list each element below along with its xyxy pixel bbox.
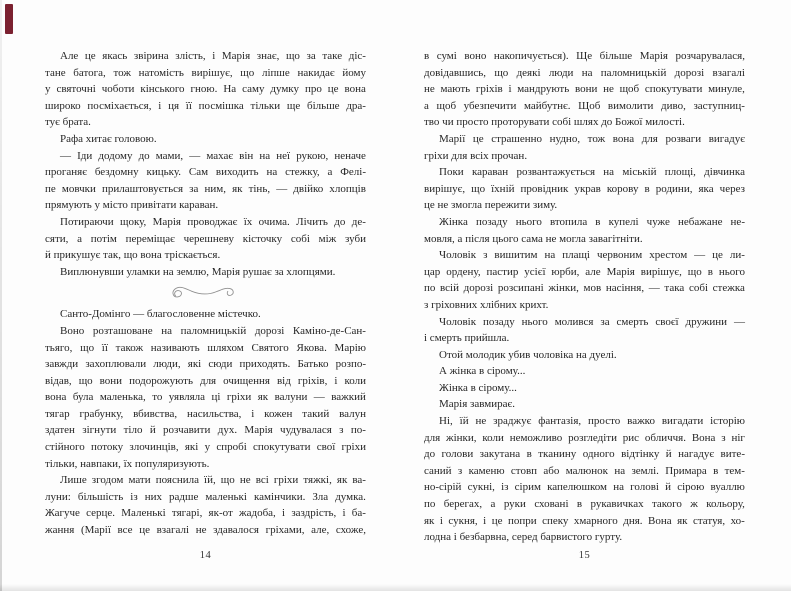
text-line: і смерть прийшла.: [424, 332, 510, 345]
text-line: тво чи просто проторувати собі шлях до Божої милості.: [424, 116, 685, 129]
flourish-icon: [170, 284, 242, 303]
paragraph: [45, 214, 366, 264]
paragraph: [424, 214, 745, 247]
text-line: Рафа хитає головою.: [60, 132, 157, 145]
text-line: Жінка в сірому...: [439, 381, 517, 394]
text-line: як і сукня, і це попри спеку хмарного дня. Вона як статуя, хо-: [424, 514, 745, 527]
text-line: жання (Марії все це взагалі не здавалося гріхами, але, схоже,: [45, 524, 366, 537]
page-number-right: 15: [578, 550, 591, 561]
text-line: пе мовчки прилаштовується за ним, як тінь, — двійко хлопців: [45, 182, 366, 195]
text-line: й прикушує так, що вона тріскається.: [45, 249, 221, 262]
text-line: а щоб убезпечити майбутнє. Щоб вимолити диво, заступниц-: [424, 99, 745, 112]
text-line: завжди захоплювали люди, які сюди приходять. Батько розпо-: [45, 358, 366, 371]
text-line: тьяго, що її також називають шляхом Святого Якова. Марію: [45, 341, 366, 354]
text-line: но-сірій сукні, із сірим капелюшком на голові й сірою вуаллю: [424, 481, 745, 494]
text-line: Потираючи щоку, Марія проводжає їх очима. Лічить до де-: [60, 215, 366, 228]
text-line: тягар грабунку, вбивства, насильства, і кожен такий валун: [45, 407, 366, 420]
left-page-text: [45, 48, 366, 539]
text-line: вирішує, що їхній провідник украв корову в родини, яка через: [424, 182, 745, 195]
paragraph: [45, 264, 366, 281]
paragraph: [424, 131, 745, 164]
text-line: широко посміхається, і ця її посмішка тільки ще більше дра-: [45, 99, 366, 112]
text-line: проганяє бездомну кицьку. Сам виходить на стежку, а Фелі-: [45, 166, 366, 179]
paragraph: [424, 164, 745, 214]
text-line: довідавшись, що деякі люди на паломницькій дорозі взагалі: [424, 66, 745, 79]
section-break-flourish: [45, 280, 366, 306]
text-line: лодна і безбарвна, серед барвистого гурту.: [424, 531, 623, 544]
text-line: тане батога, тож натомість вирішує, що ліпше накидає йому: [45, 66, 366, 79]
text-line: Поки караван розвантажується на міській площі, дівчинка: [439, 166, 745, 179]
page-number-left: 14: [199, 550, 212, 561]
text-line: прямують у місто привітати караван.: [45, 199, 219, 212]
text-line: гріхи для всіх прочан.: [424, 149, 528, 162]
text-line: цар ордену, пастир усієї юрби, але Марія вирішує, що в нього: [424, 265, 745, 278]
text-line: це не змогла пережити зиму.: [424, 199, 558, 212]
text-line: вона була маленька, то уявляла ці гріхи як валуни — важкий: [45, 391, 366, 404]
bookmark-ribbon[interactable]: [5, 4, 13, 34]
paragraph: [424, 347, 745, 364]
text-line: Але це якась звірина злість, і Марія знає, що за таке діс-: [60, 50, 366, 62]
text-line: Марія завмирає.: [439, 398, 515, 411]
text-line: в сумі воно накопичується). Ще більше Марія розчарувалася,: [424, 50, 745, 62]
paragraph: [424, 247, 745, 313]
text-line: стійного потоку злочинців, які у спробі спокутувати свої гріхи: [45, 441, 366, 454]
text-line: Чоловік з вишитим на плащі червоним хрестом — це ли-: [439, 249, 745, 262]
text-line: мовля, а після цього сама не могла завагітніти.: [424, 232, 643, 245]
paragraph: [424, 380, 745, 397]
paragraph: [424, 48, 745, 131]
text-line: Санто-Домінго — благословенне містечко.: [60, 308, 261, 321]
paragraph: [424, 314, 745, 347]
paragraph: [45, 306, 366, 323]
text-line: з гріховних хлібних крихт.: [424, 298, 549, 311]
text-line: Отой молодик убив чоловіка на дуелі.: [439, 348, 617, 361]
paragraph: [45, 472, 366, 538]
text-line: Жінка позаду нього втопила в купелі чуже небажане не-: [439, 215, 745, 228]
text-line: по всій дорозі розсипані жінки, мов насіння, — така собі стежка: [424, 282, 745, 295]
text-line: тує брата.: [45, 116, 91, 129]
text-line: Чоловік позаду нього молився за смерть своєї дружини —: [439, 315, 745, 328]
text-line: Виплюнувши уламки на землю, Марія рушає за хлопцями.: [60, 265, 336, 278]
text-line: Лише згодом мати пояснила їй, що не всі гріхи тяжкі, як ва-: [60, 474, 366, 487]
text-line: по берегах, а руки сховані в рукавичках такого ж кольору,: [424, 498, 745, 511]
text-line: Ні, їй не зраджує фантазія, просто важко вигадати історію: [439, 415, 745, 428]
paragraph: [424, 396, 745, 413]
paragraph: [45, 148, 366, 214]
text-line: Марії це страшенно нудно, тож вона для розваги вигадує: [439, 132, 745, 145]
paragraph: [424, 363, 745, 380]
text-line: сяти, а потім переміщає черешневу кісточку собі між зуби: [45, 232, 366, 245]
text-line: — Іди додому до мами, — махає він на неї рукою, неначе: [60, 149, 366, 162]
text-line: Воно розташоване на паломницькій дорозі Каміно-де-Сан-: [60, 324, 366, 337]
paragraph: [424, 413, 745, 546]
text-line: тільки, навпаки, їх популяризують.: [45, 457, 210, 470]
text-line: луни: більшість із них радше маленькі камінчики. Зла думка.: [45, 490, 366, 503]
right-page-text: [424, 48, 745, 546]
text-line: до голови закутана в тканину одного відтінку й нагадує вите-: [424, 448, 745, 461]
text-line: не мають гріхів і мандрують вони не щоб спокутувати минуле,: [424, 83, 745, 96]
text-line: А жінка в сірому...: [439, 365, 526, 378]
text-line: відав, що вони подорожують для очищення від гріхів, і коли: [45, 374, 366, 387]
text-line: саний з каменю стовп або малюнок на землі. Примара в тем-: [424, 464, 745, 477]
text-line: для жінки, коли неможливо розгледіти рис обличчя. Вона з ніг: [424, 431, 745, 444]
page-left-edge-shadow: [0, 0, 2, 591]
page-bottom-edge-shadow: [0, 584, 791, 591]
text-line: Жагуче серце. Маленькі тягарі, як-от жадоба, і заздрість, і ба-: [45, 507, 366, 520]
paragraph: [45, 323, 366, 472]
text-line: у святочні чоботи кінського гною. На саму думку про це вона: [45, 83, 366, 96]
paragraph: [45, 48, 366, 131]
paragraph: [45, 131, 366, 148]
text-line: здатен зігнути тіло й розчавити дух. Марія чудувалася з по-: [45, 424, 366, 437]
